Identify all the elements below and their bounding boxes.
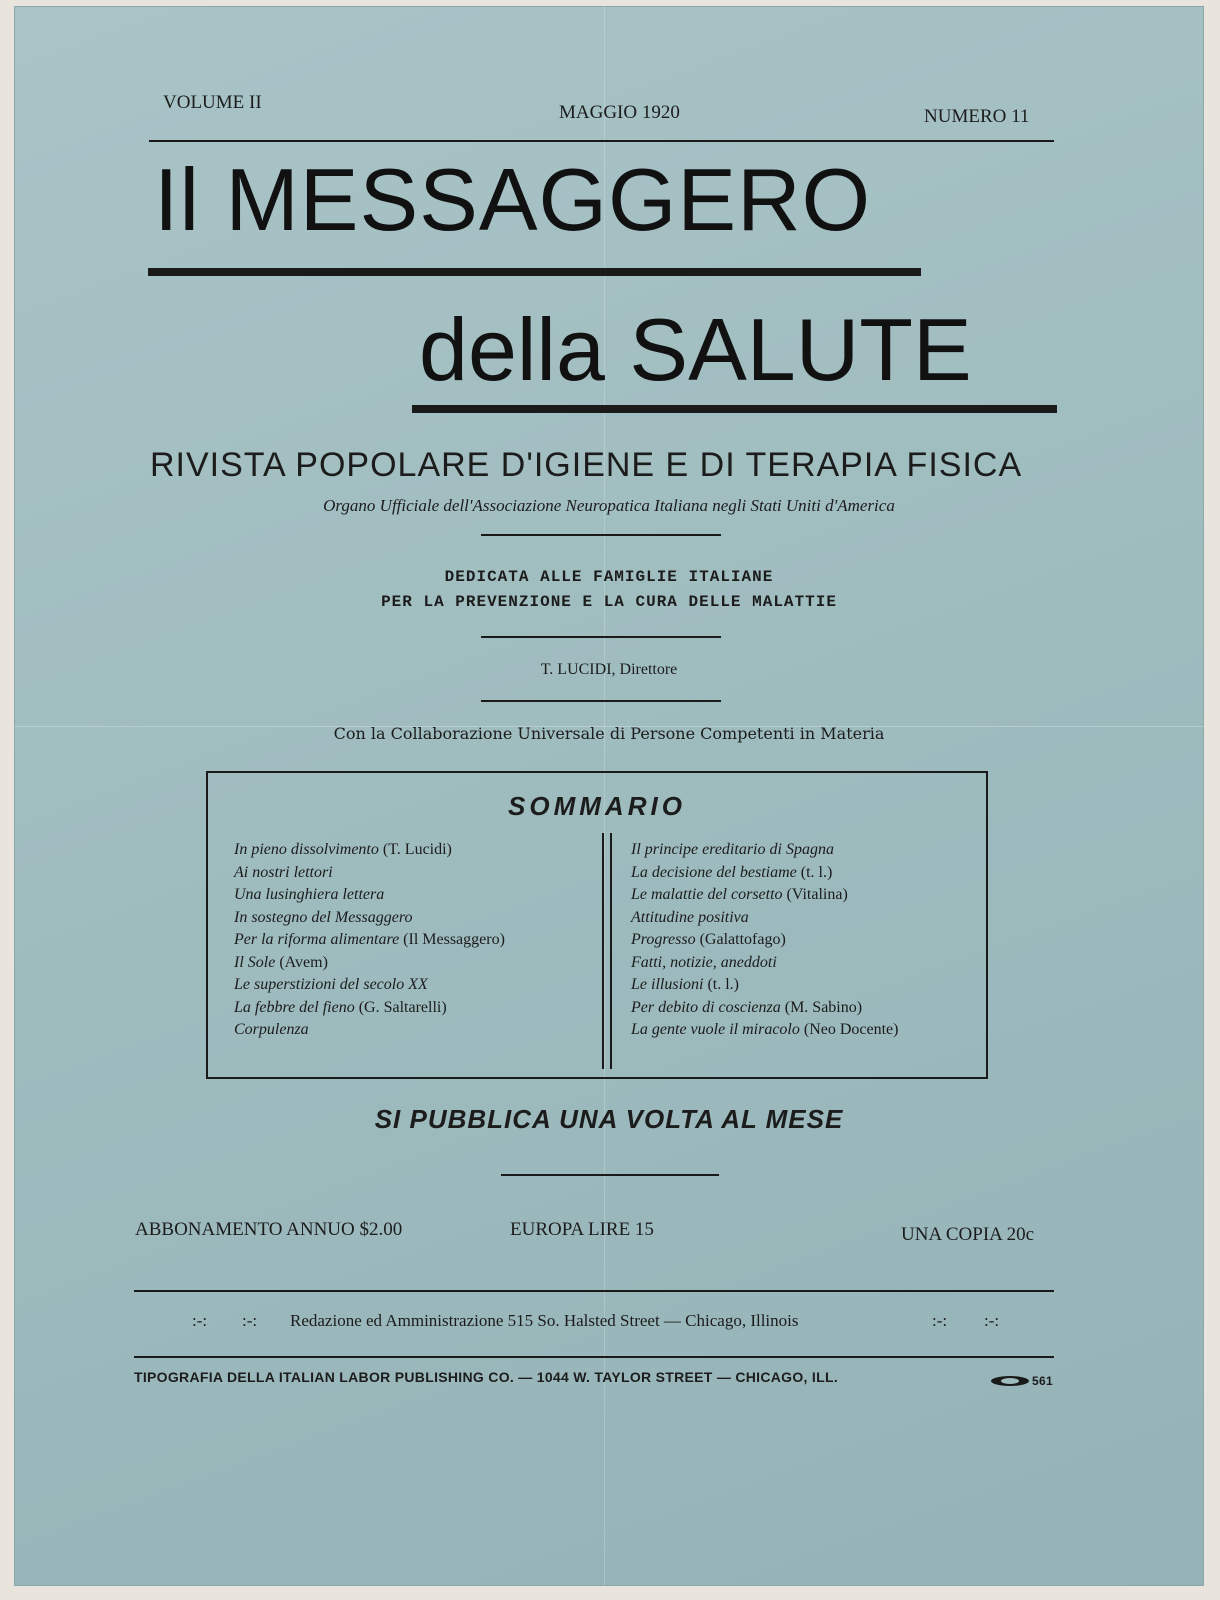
entry-title: In pieno dissolvimento bbox=[234, 841, 379, 858]
contents-left-column bbox=[234, 839, 505, 1042]
entry-title: Il Sole bbox=[234, 953, 276, 971]
contents-entry bbox=[631, 974, 898, 997]
director-line: T. LUCIDI, Direttore bbox=[540, 661, 678, 678]
entry-author: (t. l.) bbox=[707, 976, 739, 993]
organ-line: Organo Ufficiale dell'Associazione Neuropatica Italiana negli Stati Uniti d'America bbox=[323, 496, 895, 515]
entry-title: Il principe ereditario di Spagna bbox=[631, 841, 834, 858]
entry-title: Le superstizioni del secolo XX bbox=[234, 976, 428, 993]
contents-entry bbox=[631, 884, 898, 907]
entry-author: (Il Messaggero) bbox=[403, 931, 505, 948]
column-divider bbox=[602, 833, 612, 1069]
entry-author: (T. Lucidi) bbox=[382, 841, 452, 858]
ornament: :-: bbox=[984, 1311, 1000, 1330]
ornament: :-: bbox=[932, 1311, 948, 1330]
entry-author: (t. l.) bbox=[800, 863, 833, 881]
divider-rule bbox=[481, 700, 721, 702]
entry-title: Per la riforma alimentare bbox=[234, 931, 400, 948]
volume-label: VOLUME II bbox=[163, 92, 262, 113]
contents-entry bbox=[234, 839, 505, 862]
entry-title: Progresso bbox=[631, 931, 696, 948]
contents-entry bbox=[631, 839, 898, 862]
contents-entry bbox=[631, 862, 898, 885]
header-rule bbox=[149, 140, 1054, 142]
editorial-address: Redazione ed Amministrazione 515 So. Halsted Street — Chicago, Illinois bbox=[290, 1311, 799, 1330]
union-label-icon bbox=[990, 1374, 1030, 1390]
masthead-title-line1: Il MESSAGGERO bbox=[154, 150, 872, 249]
contents-entry bbox=[234, 974, 505, 997]
footer-rule bbox=[134, 1290, 1054, 1292]
frequency-line: SI PUBBLICA UNA VOLTA AL MESE bbox=[374, 1104, 844, 1134]
contents-right-column bbox=[631, 839, 898, 1042]
magazine-subtitle: RIVISTA POPOLARE D'IGIENE E DI TERAPIA FISICA bbox=[150, 446, 1023, 484]
entry-author: (Neo Docente) bbox=[803, 1021, 899, 1038]
entry-title: La gente vuole il miracolo bbox=[631, 1021, 800, 1038]
contents-entry bbox=[234, 1019, 505, 1042]
divider-rule bbox=[481, 534, 721, 536]
entry-author: (Galattofago) bbox=[699, 931, 786, 948]
contents-entry bbox=[631, 1019, 898, 1042]
footer-rule bbox=[134, 1356, 1054, 1358]
entry-author: (G. Saltarelli) bbox=[358, 998, 447, 1016]
contents-entry bbox=[234, 997, 505, 1020]
entry-author: (Vitalina) bbox=[786, 886, 848, 903]
contents-entry bbox=[631, 997, 898, 1020]
entry-title: Fatti, notizie, aneddoti bbox=[631, 953, 777, 971]
contents-entry bbox=[234, 929, 505, 952]
entry-title: Le malattie del corsetto bbox=[631, 886, 783, 903]
collaboration-line: Con la Collaborazione Universale di Persone Competenti in Materia bbox=[333, 724, 885, 743]
copy-price: UNA COPIA 20c bbox=[901, 1224, 1035, 1245]
ornament: :-: bbox=[242, 1311, 258, 1330]
entry-author: (Avem) bbox=[279, 953, 328, 971]
entry-title: Attitudine positiva bbox=[631, 908, 749, 926]
title-underline bbox=[412, 405, 1057, 413]
europe-price: EUROPA LIRE 15 bbox=[510, 1219, 654, 1240]
masthead-title-line2: della SALUTE bbox=[419, 300, 972, 399]
contents-title: SOMMARIO bbox=[508, 791, 686, 821]
entry-title: Corpulenza bbox=[234, 1021, 309, 1038]
contents-entry bbox=[631, 952, 898, 975]
entry-title: Per debito di coscienza bbox=[631, 998, 781, 1016]
union-number: 561 bbox=[1032, 1374, 1053, 1388]
contents-entry bbox=[234, 907, 505, 930]
entry-title: Le illusioni bbox=[631, 976, 704, 993]
dedication-line1: DEDICATA ALLE FAMIGLIE ITALIANE bbox=[444, 568, 774, 586]
entry-author: (M. Sabino) bbox=[784, 998, 863, 1016]
contents-entry bbox=[234, 952, 505, 975]
table-of-contents-box bbox=[206, 771, 988, 1079]
issue-number: NUMERO 11 bbox=[924, 106, 1030, 127]
contents-entry bbox=[631, 907, 898, 930]
entry-title: Ai nostri lettori bbox=[234, 863, 333, 881]
contents-entry bbox=[234, 862, 505, 885]
divider-rule bbox=[501, 1174, 719, 1176]
entry-title: Una lusinghiera lettera bbox=[234, 886, 385, 903]
magazine-cover bbox=[14, 6, 1204, 1586]
printer-line: TIPOGRAFIA DELLA ITALIAN LABOR PUBLISHING CO. — 1044 W. TAYLOR STREET — CHICAGO, ILL. bbox=[134, 1369, 839, 1385]
entry-title: In sostegno del Messaggero bbox=[234, 908, 413, 926]
contents-entry bbox=[234, 884, 505, 907]
contents-entry bbox=[631, 929, 898, 952]
entry-title: La decisione del bestiame bbox=[631, 863, 797, 881]
issue-date: MAGGIO 1920 bbox=[559, 102, 680, 123]
annual-price: ABBONAMENTO ANNUO $2.00 bbox=[135, 1219, 403, 1240]
entry-title: La febbre del fieno bbox=[234, 998, 355, 1016]
ornament: :-: bbox=[192, 1311, 208, 1330]
title-underline bbox=[148, 268, 921, 276]
dedication-line2: PER LA PREVENZIONE E LA CURA DELLE MALATTIE bbox=[381, 593, 837, 611]
divider-rule bbox=[481, 636, 721, 638]
